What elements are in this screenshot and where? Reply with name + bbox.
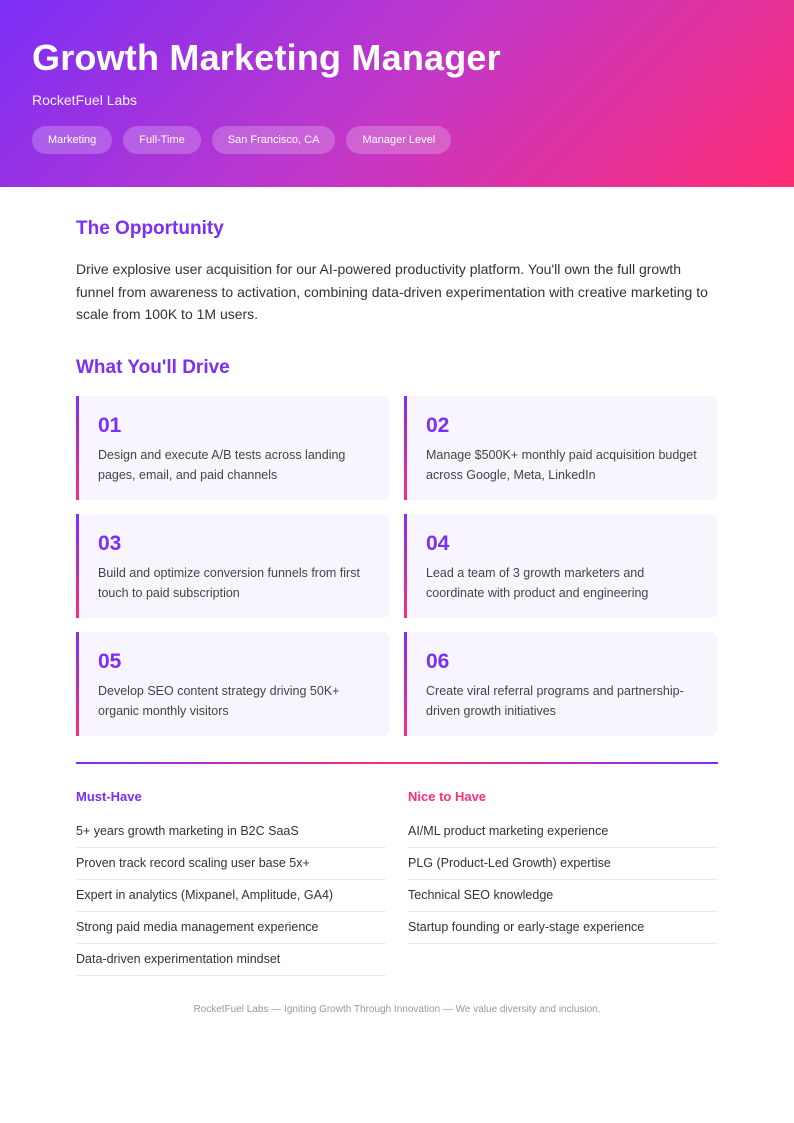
- job-tags: [32, 126, 762, 154]
- responsibility-card: [404, 632, 718, 736]
- card-number: 02: [426, 413, 450, 437]
- opportunity-text: Drive explosive user acquisition for our AI-powered productivity platform. You'll own the full growth funnel from awareness to activation, combining data-driven experimentation with creative marketing to scale from 100K to 1M users.: [76, 261, 708, 322]
- must-have-list: [76, 816, 386, 976]
- requirements: [76, 788, 718, 976]
- card-description: Develop SEO content strategy driving 50K+ organic monthly visitors: [98, 683, 340, 718]
- nice-to-have-column: [408, 788, 718, 976]
- list-item: Strong paid media management experience: [76, 912, 386, 944]
- tag-location: San Francisco, CA: [212, 126, 336, 154]
- card-description: Manage $500K+ monthly paid acquisition budget across Google, Meta, LinkedIn: [426, 447, 697, 482]
- list-item: Technical SEO knowledge: [408, 880, 718, 912]
- card-number: 03: [98, 531, 122, 555]
- opportunity-heading: The Opportunity: [76, 218, 224, 239]
- card-number: 06: [426, 649, 450, 673]
- tag-department: Marketing: [32, 126, 112, 154]
- list-item: AI/ML product marketing experience: [408, 816, 718, 848]
- responsibility-card: [76, 632, 390, 736]
- responsibility-card: [404, 396, 718, 500]
- list-item: Proven track record scaling user base 5x+: [76, 848, 386, 880]
- card-description: Lead a team of 3 growth marketers and coordinate with product and engineering: [426, 565, 649, 600]
- card-description: Create viral referral programs and partnership-driven growth initiatives: [426, 683, 684, 718]
- card-number: 01: [98, 413, 122, 437]
- list-item: Startup founding or early-stage experience: [408, 912, 718, 944]
- card-number: 04: [426, 531, 450, 555]
- job-title: Growth Marketing Manager: [32, 37, 501, 78]
- responsibility-card: [404, 514, 718, 618]
- list-item: Expert in analytics (Mixpanel, Amplitude, GA4): [76, 880, 386, 912]
- must-have-heading: Must-Have: [76, 788, 142, 804]
- card-number: 05: [98, 649, 122, 673]
- job-header: [0, 0, 794, 187]
- responsibilities-grid: [76, 396, 718, 736]
- list-item: 5+ years growth marketing in B2C SaaS: [76, 816, 386, 848]
- responsibility-card: [76, 396, 390, 500]
- must-have-column: [76, 788, 386, 976]
- list-item: Data-driven experimentation mindset: [76, 944, 386, 976]
- drive-heading: What You'll Drive: [76, 356, 230, 378]
- company-name: RocketFuel Labs: [32, 92, 138, 108]
- card-description: Design and execute A/B tests across landing pages, email, and paid channels: [98, 447, 346, 482]
- list-item: PLG (Product-Led Growth) expertise: [408, 848, 718, 880]
- responsibility-card: [76, 514, 390, 618]
- tag-level: Manager Level: [346, 126, 451, 154]
- job-body: [0, 187, 794, 1015]
- section-divider: [76, 762, 718, 764]
- tag-employment-type: Full-Time: [123, 126, 200, 154]
- card-description: Build and optimize conversion funnels from first touch to paid subscription: [98, 565, 360, 600]
- page-footer: RocketFuel Labs — Igniting Growth Through Innovation — We value diversity and inclusion.: [193, 1003, 601, 1015]
- nice-to-have-list: [408, 816, 718, 944]
- nice-to-have-heading: Nice to Have: [408, 788, 487, 804]
